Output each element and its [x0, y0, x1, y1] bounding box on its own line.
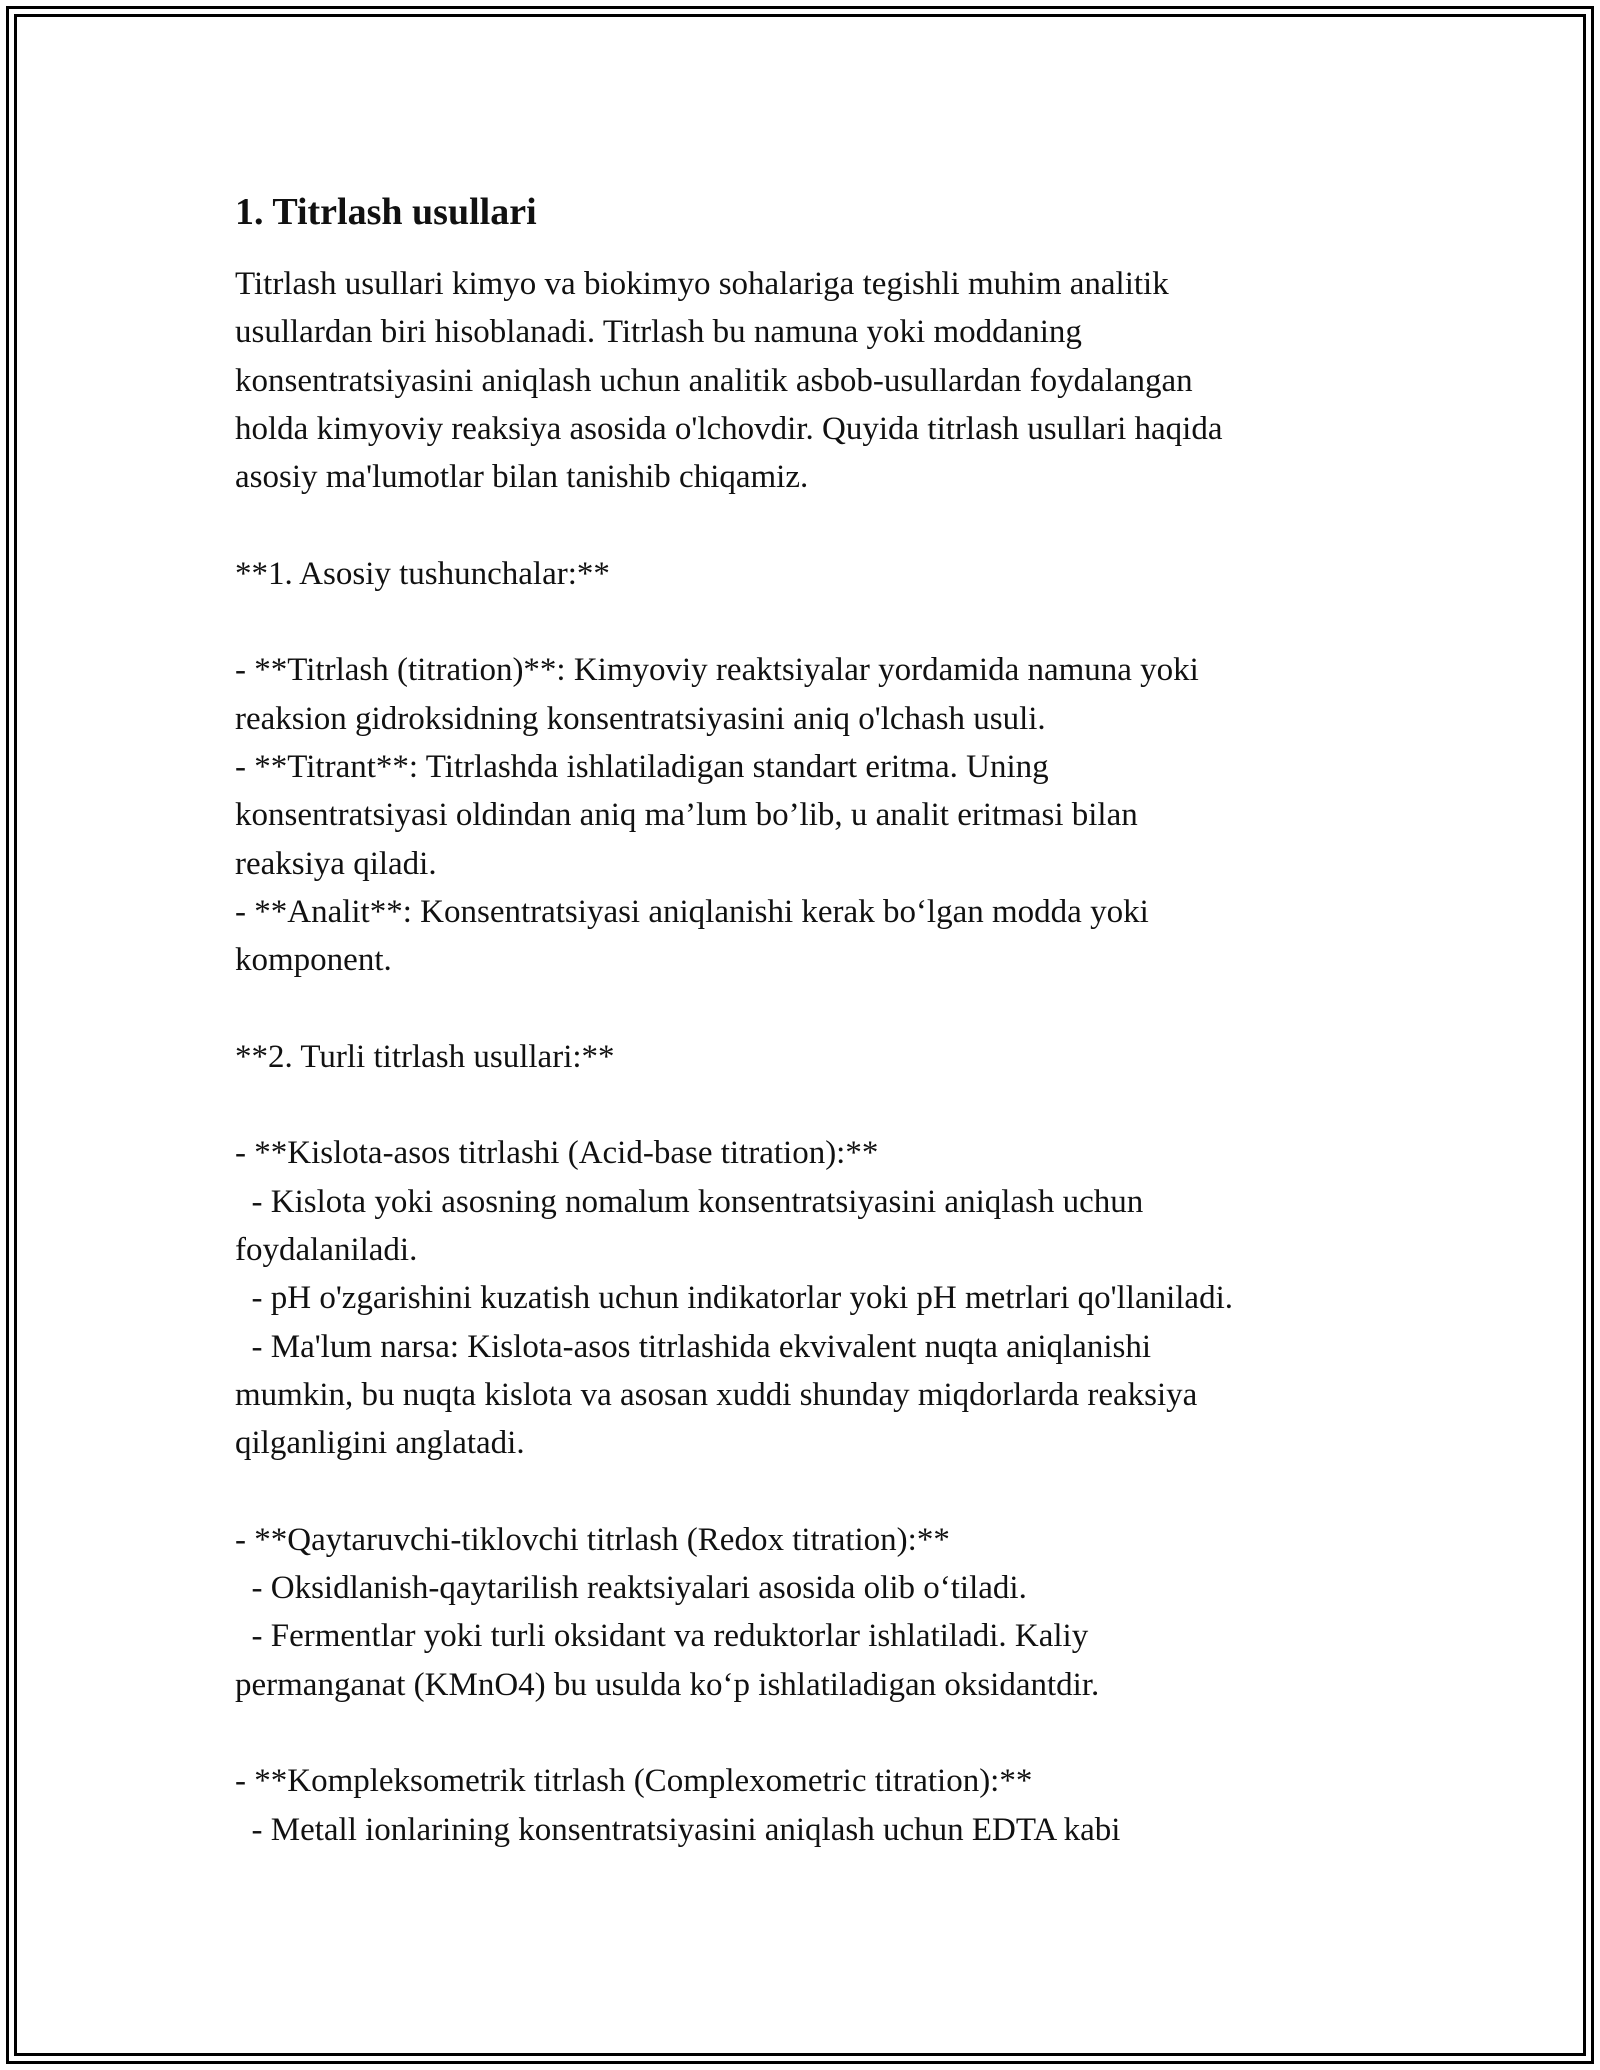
text-line: Titrlash usullari kimyo va biokimyo sohalariga tegishli muhim analitik: [235, 266, 1169, 302]
text-line: - Oksidlanish-qaytarilish reaktsiyalari asosida olib o‘tiladi.: [235, 1570, 1027, 1607]
text-line: reaksiya qiladi.: [235, 845, 437, 882]
text-line: konsentratsiyasini aniqlash uchun analitik asbob-usullardan foydalangan: [235, 362, 1193, 399]
text-line: - **Titrlash (titration)**: Kimyoviy reaktsiyalar yordamida namuna yoki: [235, 652, 1199, 689]
blank-line: [235, 501, 1375, 549]
document-body: [235, 186, 1375, 1854]
text-line: - Fermentlar yoki turli oksidant va reduktorlar ishlatiladi. Kaliy: [235, 1618, 1089, 1655]
text-line: reaksion gidroksidning konsentratsiyasini aniq o'lchash usuli.: [235, 700, 1046, 737]
text-line: qilganligini anglatadi.: [235, 1425, 525, 1462]
text-line: foydalaniladi.: [235, 1231, 418, 1268]
text-line: - **Kislota-asos titrlashi (Acid-base titration):**: [235, 1135, 879, 1172]
text-line: asosiy ma'lumotlar bilan tanishib chiqamiz.: [235, 459, 809, 496]
text-line: - **Qaytaruvchi-tiklovchi titrlash (Redox titration):**: [235, 1521, 950, 1558]
text-line: permanganat (KMnO4) bu usulda ko‘p ishlatiladigan oksidantdir.: [235, 1666, 1100, 1703]
text-line: - Metall ionlarining konsentratsiyasini aniqlash uchun EDTA kabi: [235, 1811, 1121, 1848]
text-line: - **Titrant**: Titrlashda ishlatiladigan standart eritma. Uning: [235, 748, 1049, 785]
blank-line: [235, 1709, 1375, 1757]
text-line: - pH o'zgarishini kuzatish uchun indikatorlar yoki pH metrlari qo'llaniladi.: [235, 1280, 1233, 1317]
text-line: - **Kompleksometrik titrlash (Complexometric titration):**: [235, 1763, 1033, 1800]
text-line: - Kislota yoki asosning nomalum konsentratsiyasini aniqlash uchun: [235, 1183, 1144, 1220]
section-heading: 1. Titrlash usullari: [235, 191, 537, 233]
text-line: mumkin, bu nuqta kislota va asosan xuddi shunday miqdorlarda reaksiya: [235, 1376, 1198, 1413]
text-line: **1. Asosiy tushunchalar:**: [235, 555, 610, 592]
text-line: usullardan biri hisoblanadi. Titrlash bu namuna yoki moddaning: [235, 314, 1082, 351]
blank-line: [235, 984, 1375, 1032]
text-line: - **Analit**: Konsentratsiyasi aniqlanishi kerak bo‘lgan modda yoki: [235, 893, 1149, 930]
text-line: komponent.: [235, 942, 392, 979]
text-line: konsentratsiyasi oldindan aniq ma’lum bo’lib, u analit eritmasi bilan: [235, 797, 1138, 834]
text-line: **2. Turli titrlash usullari:**: [235, 1038, 615, 1075]
text-lines: [235, 260, 1375, 1854]
blank-line: [235, 1081, 1375, 1129]
blank-line: [235, 598, 1375, 646]
text-line: holda kimyoviy reaksiya asosida o'lchovdir. Quyida titrlash usullari haqida: [235, 410, 1223, 447]
text-line: - Ma'lum narsa: Kislota-asos titrlashida ekvivalent nuqta aniqlanishi: [235, 1328, 1151, 1365]
blank-line: [235, 1467, 1375, 1515]
